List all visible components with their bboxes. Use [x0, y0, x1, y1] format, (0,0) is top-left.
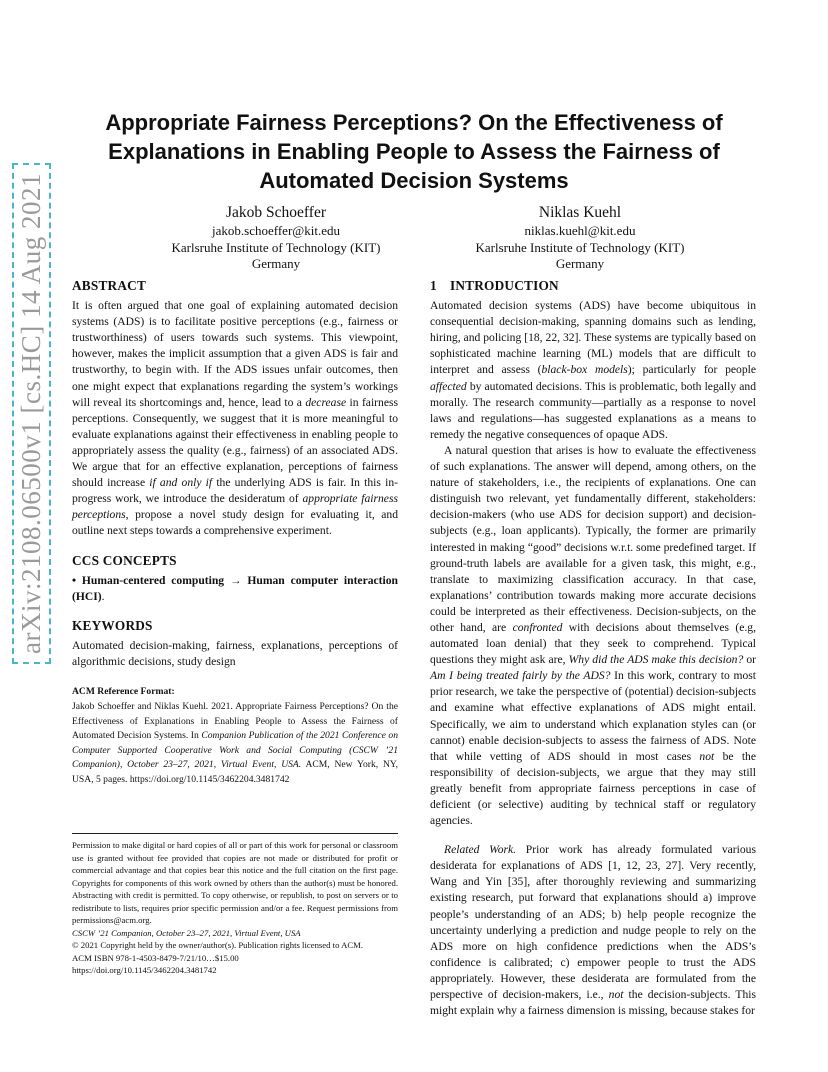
- isbn-line: ACM ISBN 978-1-4503-8479-7/21/10…$15.00: [72, 952, 239, 963]
- author-country: Germany: [251, 256, 301, 271]
- author-affiliation: Karlsruhe Institute of Technology (KIT): [475, 239, 685, 255]
- right-column: [430, 278, 756, 1019]
- acm-reference-text: Jakob Schoeffer and Niklas Kuehl. 2021. Appropriate Fairness Perceptions? On the Effectiveness of Explanations in Enabling People to Assess the Fairness of Automated Decision Systems. In Companion Publication of the 2021 Conference on Computer Supported Cooperative Work and Social Computing (CSCW ’21 Companion), October 23–27, 2021, Virtual Event, USA. ACM, New York, NY, USA, 5 pages. https://doi.org/10.1145/3462204.3481742: [72, 701, 399, 785]
- copyright-line: © 2021 Copyright held by the owner/author(s). Publication rights licensed to ACM.: [72, 940, 364, 950]
- author-email[interactable]: jakob.schoeffer@kit.edu: [212, 223, 340, 238]
- footnote-rule: [72, 833, 398, 834]
- ccs-heading: CCS CONCEPTS: [72, 552, 177, 568]
- intro-paragraph: Automated decision systems (ADS) have become ubiquitous in consequential decision-making, spanning domains such as lending, hiring, and policing [18, 22, 32]. These systems are typically based on sophisticated machine learning (ML) models that are difficult to interpret and assess (black-box models); particularly for people affected by automated decisions. This is problematic, both legally and morally. The research community—partially as a response to novel laws and regulations—has suggested explanations as a means to remedy the negative consequences of opaque ADS.: [430, 299, 757, 441]
- title-line: Automated Decision Systems: [259, 168, 569, 193]
- abstract-text: It is often argued that one goal of explaining automated decision systems (ADS) is to facilitate positive perceptions (e.g., fairness or trustworthiness) of users towards such systems. This viewpoint, however, makes the implicit assumption that a given ADS is fair and trustworthy, to begin with. If the ADS issues unfair outcomes, then one might expect that explanations regarding the system’s workings will reveal its shortcomings and, hence, lead to a decrease in fairness perceptions. Consequently, we suggest that it is more meaningful to evaluate explanations against their effectiveness in enabling people to appropriately assess the quality (e.g., fairness) of an associated ADS. We argue that for an effective explanation, perceptions of fairness should increase if and only if the underlying ADS is fair. In this in-progress work, we introduce the desideratum of appropriate fairness perceptions, propose a novel study design for evaluating it, and outline next steps towards a comprehensive experiment.: [72, 299, 398, 538]
- footnote: [72, 839, 398, 977]
- abstract-heading: ABSTRACT: [72, 278, 147, 293]
- author-name: Jakob Schoeffer: [225, 204, 326, 221]
- author-block: [126, 203, 426, 273]
- venue-line: CSCW ’21 Companion, October 23–27, 2021, Virtual Event, USA: [72, 927, 301, 938]
- related-work-paragraph: Related Work. Prior work has already formulated various desiderata for explanations of ADS [1, 12, 23, 27]. Very recently, Wang and Yin [35], after thoroughly reviewing and summarizing existing research, put forward that explanations should a) improve people’s understanding of an ADS; b) help people recognize the uncertainty underlying a prediction and nudge people to rely on the ADS more on high confidence predictions when the ADS’s confidence is calibrated; c) empower people to trust the ADS appropriately. However, these desiderata are formulated from the perspective of decision-makers, i.e., not the decision-subjects. This might explain why a fairness dimension is missing, because stakes for: [430, 843, 756, 1018]
- ccs-text: • Human-centered computing → Human computer interaction (HCI).: [72, 573, 398, 603]
- author-affiliation: Karlsruhe Institute of Technology (KIT): [171, 239, 381, 255]
- left-column: [72, 278, 398, 787]
- author-block: [430, 203, 730, 273]
- title-line: Appropriate Fairness Perceptions? On the Effectiveness of: [105, 110, 723, 135]
- author-country: Germany: [555, 256, 605, 271]
- intro-paragraph: A natural question that arises is how to evaluate the effectiveness of such explanations. The answer will depend, among others, on the nature of stakeholders, i.e., the recipients of explanations. One can distinguish two relevant, yet fundamentally different, stakeholders: decision-makers (who use ADS for decision support) and decision-subjects (e.g., loan applicants). Typically, the former are primarily interested in making “good” decisions w.r.t. some predefined target. If ground-truth labels are available for a given task, this might, e.g., translate to maximizing classification accuracy. In that case, explanations’ contribution towards making more accurate decisions could be interpreted as their effectiveness. Decision-subjects, on the other hand, are confronted with decisions about themselves (e.g, automated loan denial) that they seek to comprehend. Typical questions they might ask are, Why did the ADS make this decision? or Am I being treated fairly by the ADS? In this work, contrary to most prior research, we take the perspective of (potential) decision-subjects and examine what effective explanations of ADS might entail. Specifically, we aim to understand which explanation styles can (or cannot) enable decision-subjects to assess the fairness of ADS. Note that while vetting of ADS should in most cases not be the responsibility of decision-subjects, we argue that they may still greatly benefit from appropriate fairness perceptions in case of deficient (or selective) auditing by technical staff or regulatory agencies.: [430, 443, 757, 828]
- introduction-heading: 1 INTRODUCTION: [430, 278, 559, 293]
- title-line: Explanations in Enabling People to Assess the Fairness of: [108, 139, 720, 164]
- doi-link[interactable]: https://doi.org/10.1145/3462204.3481742: [72, 965, 217, 975]
- acm-reference-heading: ACM Reference Format:: [72, 686, 175, 698]
- paper-title: [70, 108, 758, 195]
- permission-notice: Permission to make digital or hard copies of all or part of this work for personal or classroom use is granted without fee provided that copies are not made or distributed for profit or commercial advantage and that copies bear this notice and the full citation on the first page. Copyrights for components of this work owned by others than the author(s) must be honored. Abstracting with credit is permitted. To copy otherwise, or republish, to post on servers or to redistribute to lists, requires prior specific permission and/or a fee. Request permissions from permissions@acm.org.: [72, 840, 398, 925]
- author-name: Niklas Kuehl: [538, 204, 622, 221]
- keywords-text: Automated decision-making, fairness, explanations, perceptions of algorithmic decisions, study design: [72, 638, 398, 668]
- keywords-heading: KEYWORDS: [72, 617, 153, 633]
- author-email[interactable]: niklas.kuehl@kit.edu: [524, 223, 636, 238]
- arxiv-stamp: arXiv:2108.06500v1 [cs.HC] 14 Aug 2021: [16, 167, 47, 660]
